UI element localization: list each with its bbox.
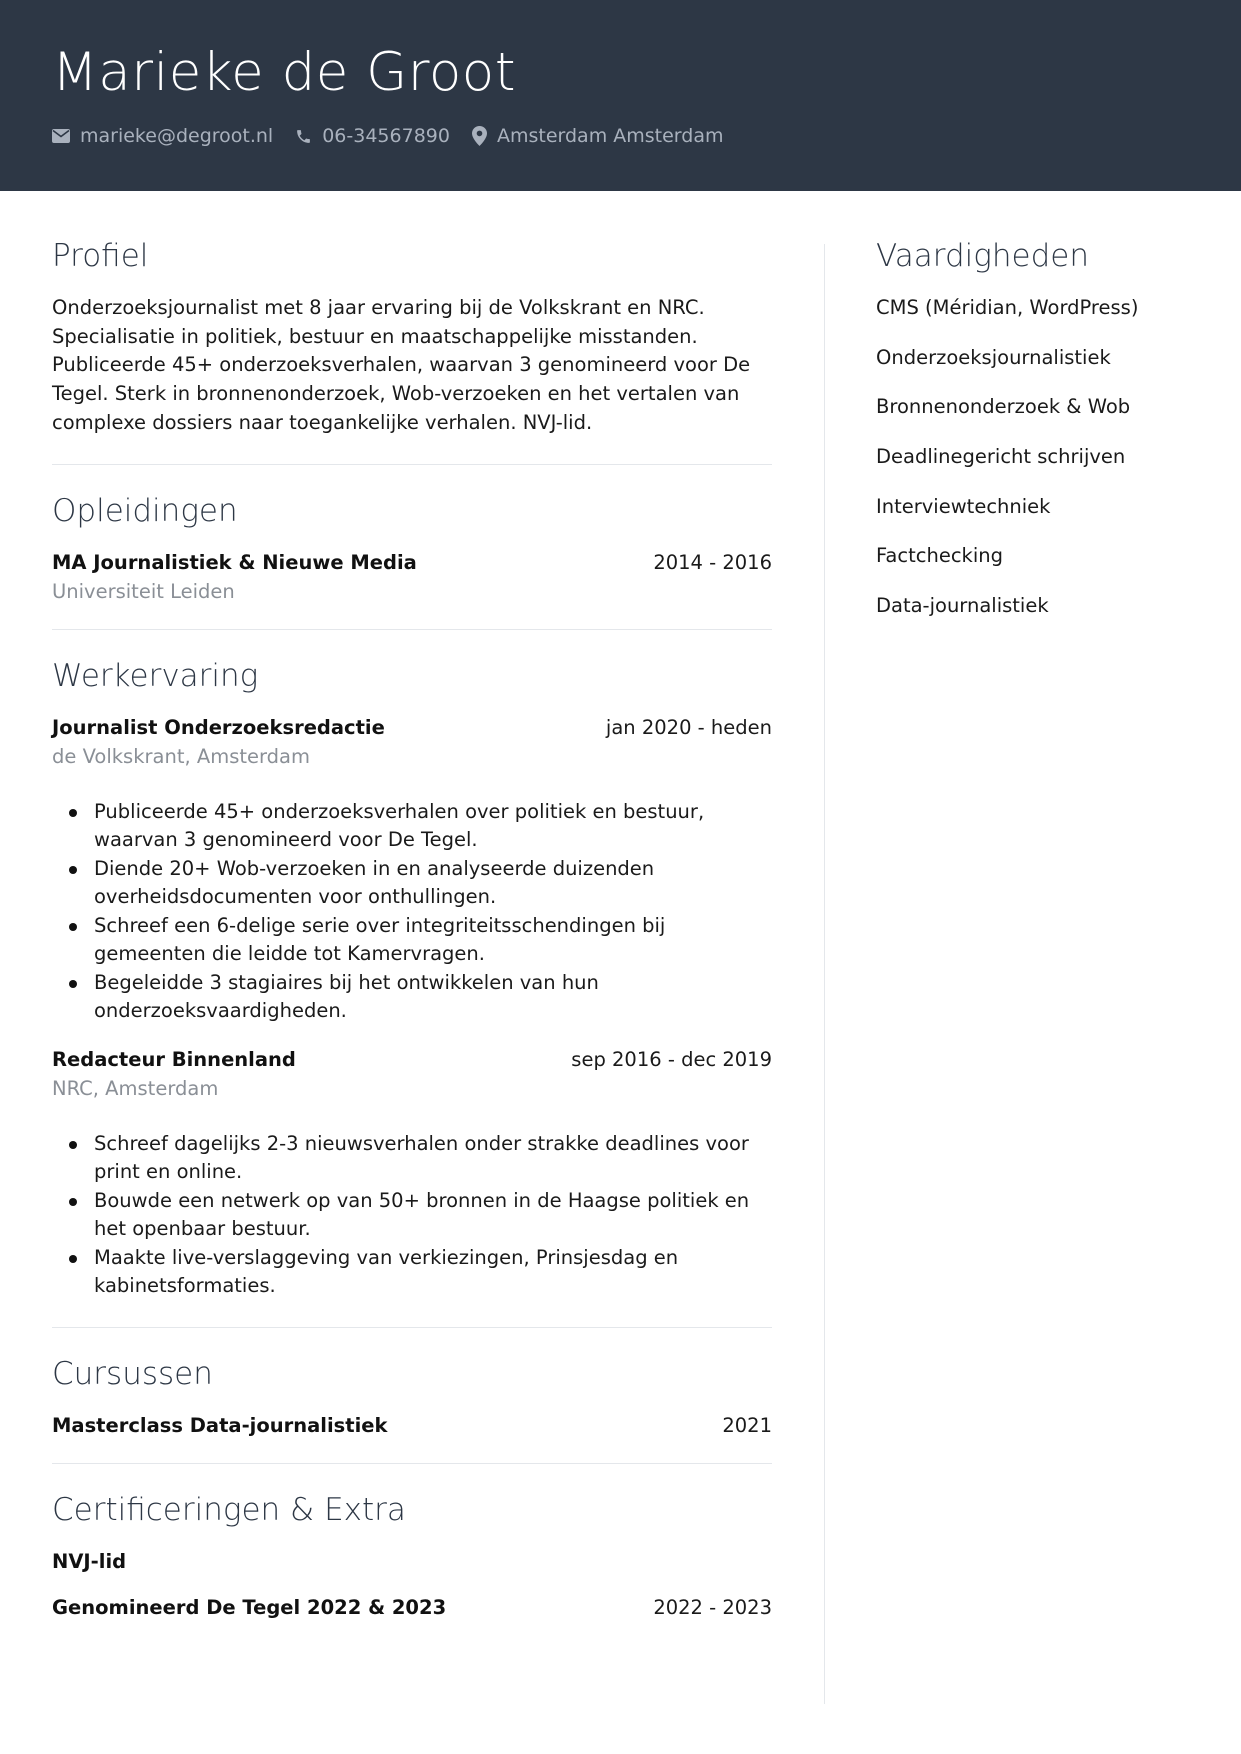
map-pin-icon (472, 126, 487, 146)
experience-entry (52, 1048, 772, 1301)
job-dates: jan 2020 - heden (605, 715, 772, 739)
candidate-name: Marieke de Groot (52, 42, 517, 103)
course-entry (52, 1414, 772, 1437)
column-divider (824, 244, 825, 1704)
bullet-text: Schreef een 6-delige serie over integriteitsschendingen bij gemeenten die leidde tot Kamervragen. (94, 913, 666, 966)
section-title-courses: Cursussen (52, 1355, 213, 1392)
email-text: marieke@degroot.nl (80, 125, 274, 147)
section-title-certifications: Certificeringen & Extra (52, 1491, 406, 1528)
certification-dates: 2022 - 2023 (653, 1595, 772, 1619)
certification-entry (52, 1596, 772, 1619)
job-bullets (52, 798, 772, 1026)
sidebar-column (876, 238, 1206, 644)
skill-item: Factchecking (876, 544, 1003, 568)
list-item (52, 912, 772, 969)
list-item (52, 855, 772, 912)
bullet-dot (69, 923, 77, 931)
section-experience (52, 658, 772, 1301)
phone-text: 06-34567890 (322, 125, 450, 147)
skills-list (876, 296, 1206, 644)
bullet-dot (69, 809, 77, 817)
education-dates: 2014 - 2016 (653, 550, 772, 574)
skill-item: CMS (Méridian, WordPress) (876, 296, 1139, 319)
course-name: Masterclass Data-journalistiek (52, 1413, 388, 1437)
section-title-profile: Profiel (52, 238, 149, 274)
bullet-dot (69, 866, 77, 874)
certification-entry (52, 1550, 772, 1573)
list-item (52, 798, 772, 855)
section-title-skills: Vaardigheden (876, 238, 1090, 274)
list-item (52, 1187, 772, 1244)
section-divider (52, 1327, 772, 1328)
bullet-text: Schreef dagelijks 2-3 nieuwsverhalen onder strakke deadlines voor print en online. (94, 1131, 749, 1184)
certification-name: Genomineerd De Tegel 2022 & 2023 (52, 1595, 447, 1619)
bullet-dot (69, 1255, 77, 1263)
skill-item: Deadlinegericht schrijven (876, 445, 1126, 469)
list-item (52, 1244, 772, 1301)
education-school: Universiteit Leiden (52, 579, 235, 603)
section-title-experience: Werkervaring (52, 657, 259, 694)
education-entry (52, 551, 772, 603)
skill-item: Data-journalistiek (876, 594, 1049, 618)
contact-row (52, 122, 745, 150)
experience-entry (52, 716, 772, 1026)
section-divider (52, 1463, 772, 1464)
section-profile (52, 238, 772, 438)
bullet-text: Diende 20+ Wob-verzoeken in en analyseerde duizenden overheidsdocumenten voor onthullingen. (94, 856, 655, 909)
list-item (52, 1130, 772, 1187)
contact-phone[interactable] (295, 125, 450, 147)
section-divider (52, 629, 772, 630)
bullet-dot (69, 1141, 77, 1149)
skill-item: Onderzoeksjournalistiek (876, 345, 1111, 369)
bullet-text: Begeleidde 3 stagiaires bij het ontwikkelen van hun onderzoeksvaardigheden. (94, 970, 599, 1023)
envelope-icon (52, 129, 70, 143)
contact-location (472, 125, 724, 147)
phone-icon (295, 128, 312, 145)
section-education (52, 493, 772, 603)
section-certifications (52, 1492, 772, 1619)
profile-text: Onderzoeksjournalist met 8 jaar ervaring bij de Volkskrant en NRC. Specialisatie in politiek, bestuur en maatschappelijke misstanden. Publiceerde 45+ onderzoeksverhalen, waarvan 3 genomineerd voor De Tegel. Sterk in bronnenonderzoek, Wob-verzoeken en het vertalen van complexe dossiers naar toegankelijke verhalen. NVJ-lid. (52, 296, 751, 434)
course-year: 2021 (722, 1413, 772, 1437)
section-divider (52, 464, 772, 465)
job-company: NRC, Amsterdam (52, 1076, 219, 1100)
education-degree: MA Journalistiek & Nieuwe Media (52, 550, 417, 574)
bullet-text: Bouwde een netwerk op van 50+ bronnen in de Haagse politiek en het openbaar bestuur. (94, 1188, 750, 1241)
location-text: Amsterdam Amsterdam (496, 125, 724, 147)
section-title-education: Opleidingen (52, 492, 238, 529)
skill-item: Bronnenonderzoek & Wob (876, 395, 1131, 419)
main-column (52, 238, 772, 1619)
skill-item: Interviewtechniek (876, 494, 1051, 518)
resume-header (0, 0, 1241, 191)
job-bullets (52, 1130, 772, 1301)
job-company: de Volkskrant, Amsterdam (52, 744, 310, 768)
bullet-text: Maakte live-verslaggeving van verkiezingen, Prinsjesdag en kabinetsformaties. (94, 1245, 679, 1298)
certification-name: NVJ-lid (52, 1549, 127, 1573)
job-dates: sep 2016 - dec 2019 (571, 1047, 772, 1071)
job-title: Redacteur Binnenland (52, 1047, 296, 1071)
job-title: Journalist Onderzoeksredactie (52, 715, 385, 739)
bullet-dot (69, 1198, 77, 1206)
bullet-dot (69, 980, 77, 988)
contact-email[interactable] (52, 125, 273, 147)
section-courses (52, 1356, 772, 1437)
list-item (52, 969, 772, 1026)
bullet-text: Publiceerde 45+ onderzoeksverhalen over politiek en bestuur, waarvan 3 genomineerd voor De Tegel. (94, 799, 705, 852)
